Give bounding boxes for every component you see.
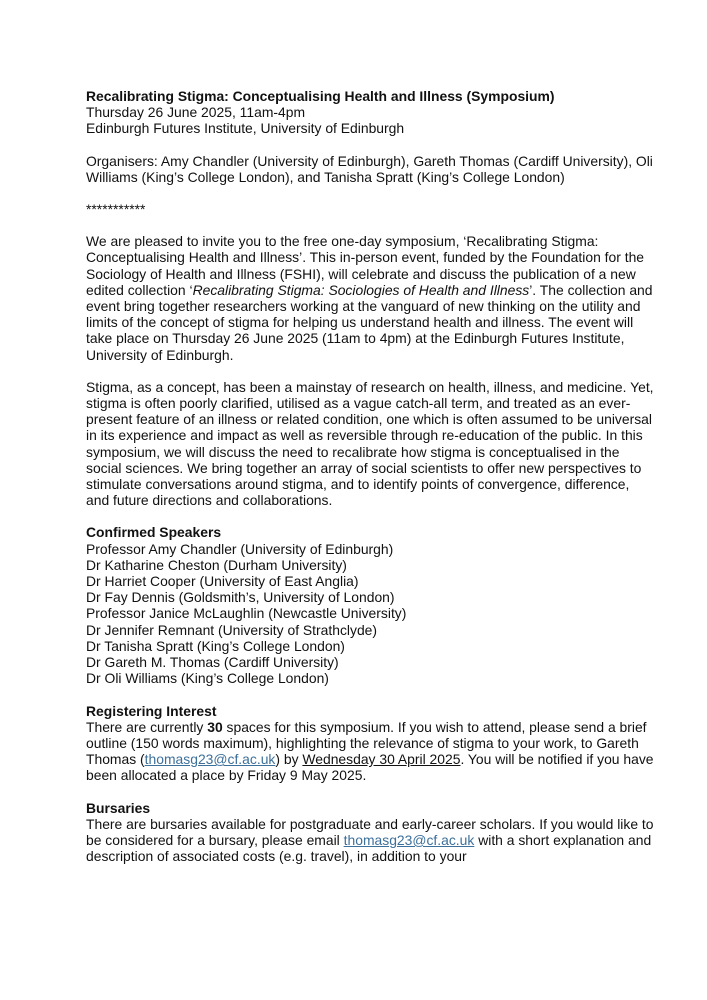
bursaries-text: There are bursaries available for postgraduate and early-career scholars. If you would like to be considered for a bursary, please email bbox=[86, 815, 654, 848]
speaker-item: Dr Tanisha Spratt (King’s College London) bbox=[86, 637, 345, 654]
bursaries-paragraph bbox=[86, 816, 655, 865]
deadline-date: Wednesday 30 April 2025 bbox=[302, 751, 461, 768]
book-title: Recalibrating Stigma: Sociologies of Health and Illness bbox=[192, 281, 530, 298]
registering-text: There are currently bbox=[86, 718, 208, 735]
event-header bbox=[86, 88, 655, 137]
registering-text: ) by bbox=[275, 751, 303, 768]
separator-stars: *********** bbox=[86, 201, 146, 218]
event-date: Thursday 26 June 2025, 11am-4pm bbox=[86, 104, 306, 121]
speaker-item: Dr Harriet Cooper (University of East Anglia) bbox=[86, 573, 359, 590]
registering-text: . You will be notified if you have been allocated a place by Friday 9 May 2025. bbox=[86, 751, 654, 784]
spaces-count: 30 bbox=[207, 718, 223, 735]
bursaries-section bbox=[86, 800, 655, 865]
speaker-item: Professor Janice McLaughlin (Newcastle University) bbox=[86, 605, 407, 622]
registering-section bbox=[86, 703, 655, 784]
bursary-email-link[interactable]: thomasg23@cf.ac.uk bbox=[343, 831, 475, 848]
registering-text: spaces for this symposium. If you wish to attend, please send a brief outline (150 words maximum), highlighting the relevance of stigma to your work, to Gareth Thomas ( bbox=[86, 718, 647, 768]
contact-email-link[interactable]: thomasg23@cf.ac.uk bbox=[144, 751, 276, 768]
speaker-item: Dr Oli Williams (King’s College London) bbox=[86, 670, 329, 687]
event-venue: Edinburgh Futures Institute, University of Edinburgh bbox=[86, 120, 405, 137]
speaker-item: Dr Fay Dennis (Goldsmith’s, University of London) bbox=[86, 589, 395, 606]
speaker-item: Dr Gareth M. Thomas (Cardiff University) bbox=[86, 654, 339, 671]
event-title: Recalibrating Stigma: Conceptualising Health and Illness (Symposium) bbox=[86, 88, 555, 104]
bursaries-text: with a short explanation and description of associated costs (e.g. travel), in addition to your bbox=[86, 831, 652, 865]
intro-paragraph bbox=[86, 233, 655, 363]
registering-paragraph bbox=[86, 719, 655, 784]
intro-text-1: We are pleased to invite you to the free one-day symposium, ‘Recalibrating Stigma: Conceptualising Health and Illness’. This in-person event, funded by the Foundation for the Sociology of Health and Illness (FSHI), will celebrate and discuss the publication of a new edited collection ‘ bbox=[86, 233, 645, 298]
speaker-item: Professor Amy Chandler (University of Edinburgh) bbox=[86, 540, 394, 557]
bursaries-heading: Bursaries bbox=[86, 799, 151, 816]
speaker-item: Dr Katharine Cheston (Durham University) bbox=[86, 556, 347, 573]
stigma-paragraph: Stigma, as a concept, has been a mainstay of research on health, illness, and medicine. Yet, stigma is often poorly clarified, utilised as a vague catch-all term, and treated as an ever-present feature of an illness or related condition, one which is often assumed to be universal in its experience and impact as well as reversible through re-education of the public. In this symposium, we will discuss the need to recalibrate how stigma is conceptualised in the social sciences. We bring together an array of social scientists to offer new perspectives to stimulate conversations around stigma, and to identify points of convergence, difference, and future directions and collaborations. bbox=[86, 378, 654, 509]
speakers-section bbox=[86, 524, 655, 686]
speakers-heading: Confirmed Speakers bbox=[86, 524, 222, 541]
intro-text-2: ’. The collection and event bring together researchers working at the vanguard of new thinking on the utility and limits of the concept of stigma for helping us understand health and illness. The event will take place on Thursday 26 June 2025 (11am to 4pm) at the Edinburgh Futures Institute, University of Edinburgh. bbox=[86, 281, 653, 363]
speaker-item: Dr Jennifer Remnant (University of Strathclyde) bbox=[86, 621, 378, 638]
organisers-paragraph: Organisers: Amy Chandler (University of Edinburgh), Gareth Thomas (Cardiff University), Oli Williams (King’s College London), and Tanisha Spratt (King’s College London) bbox=[86, 152, 653, 185]
registering-heading: Registering Interest bbox=[86, 702, 217, 719]
